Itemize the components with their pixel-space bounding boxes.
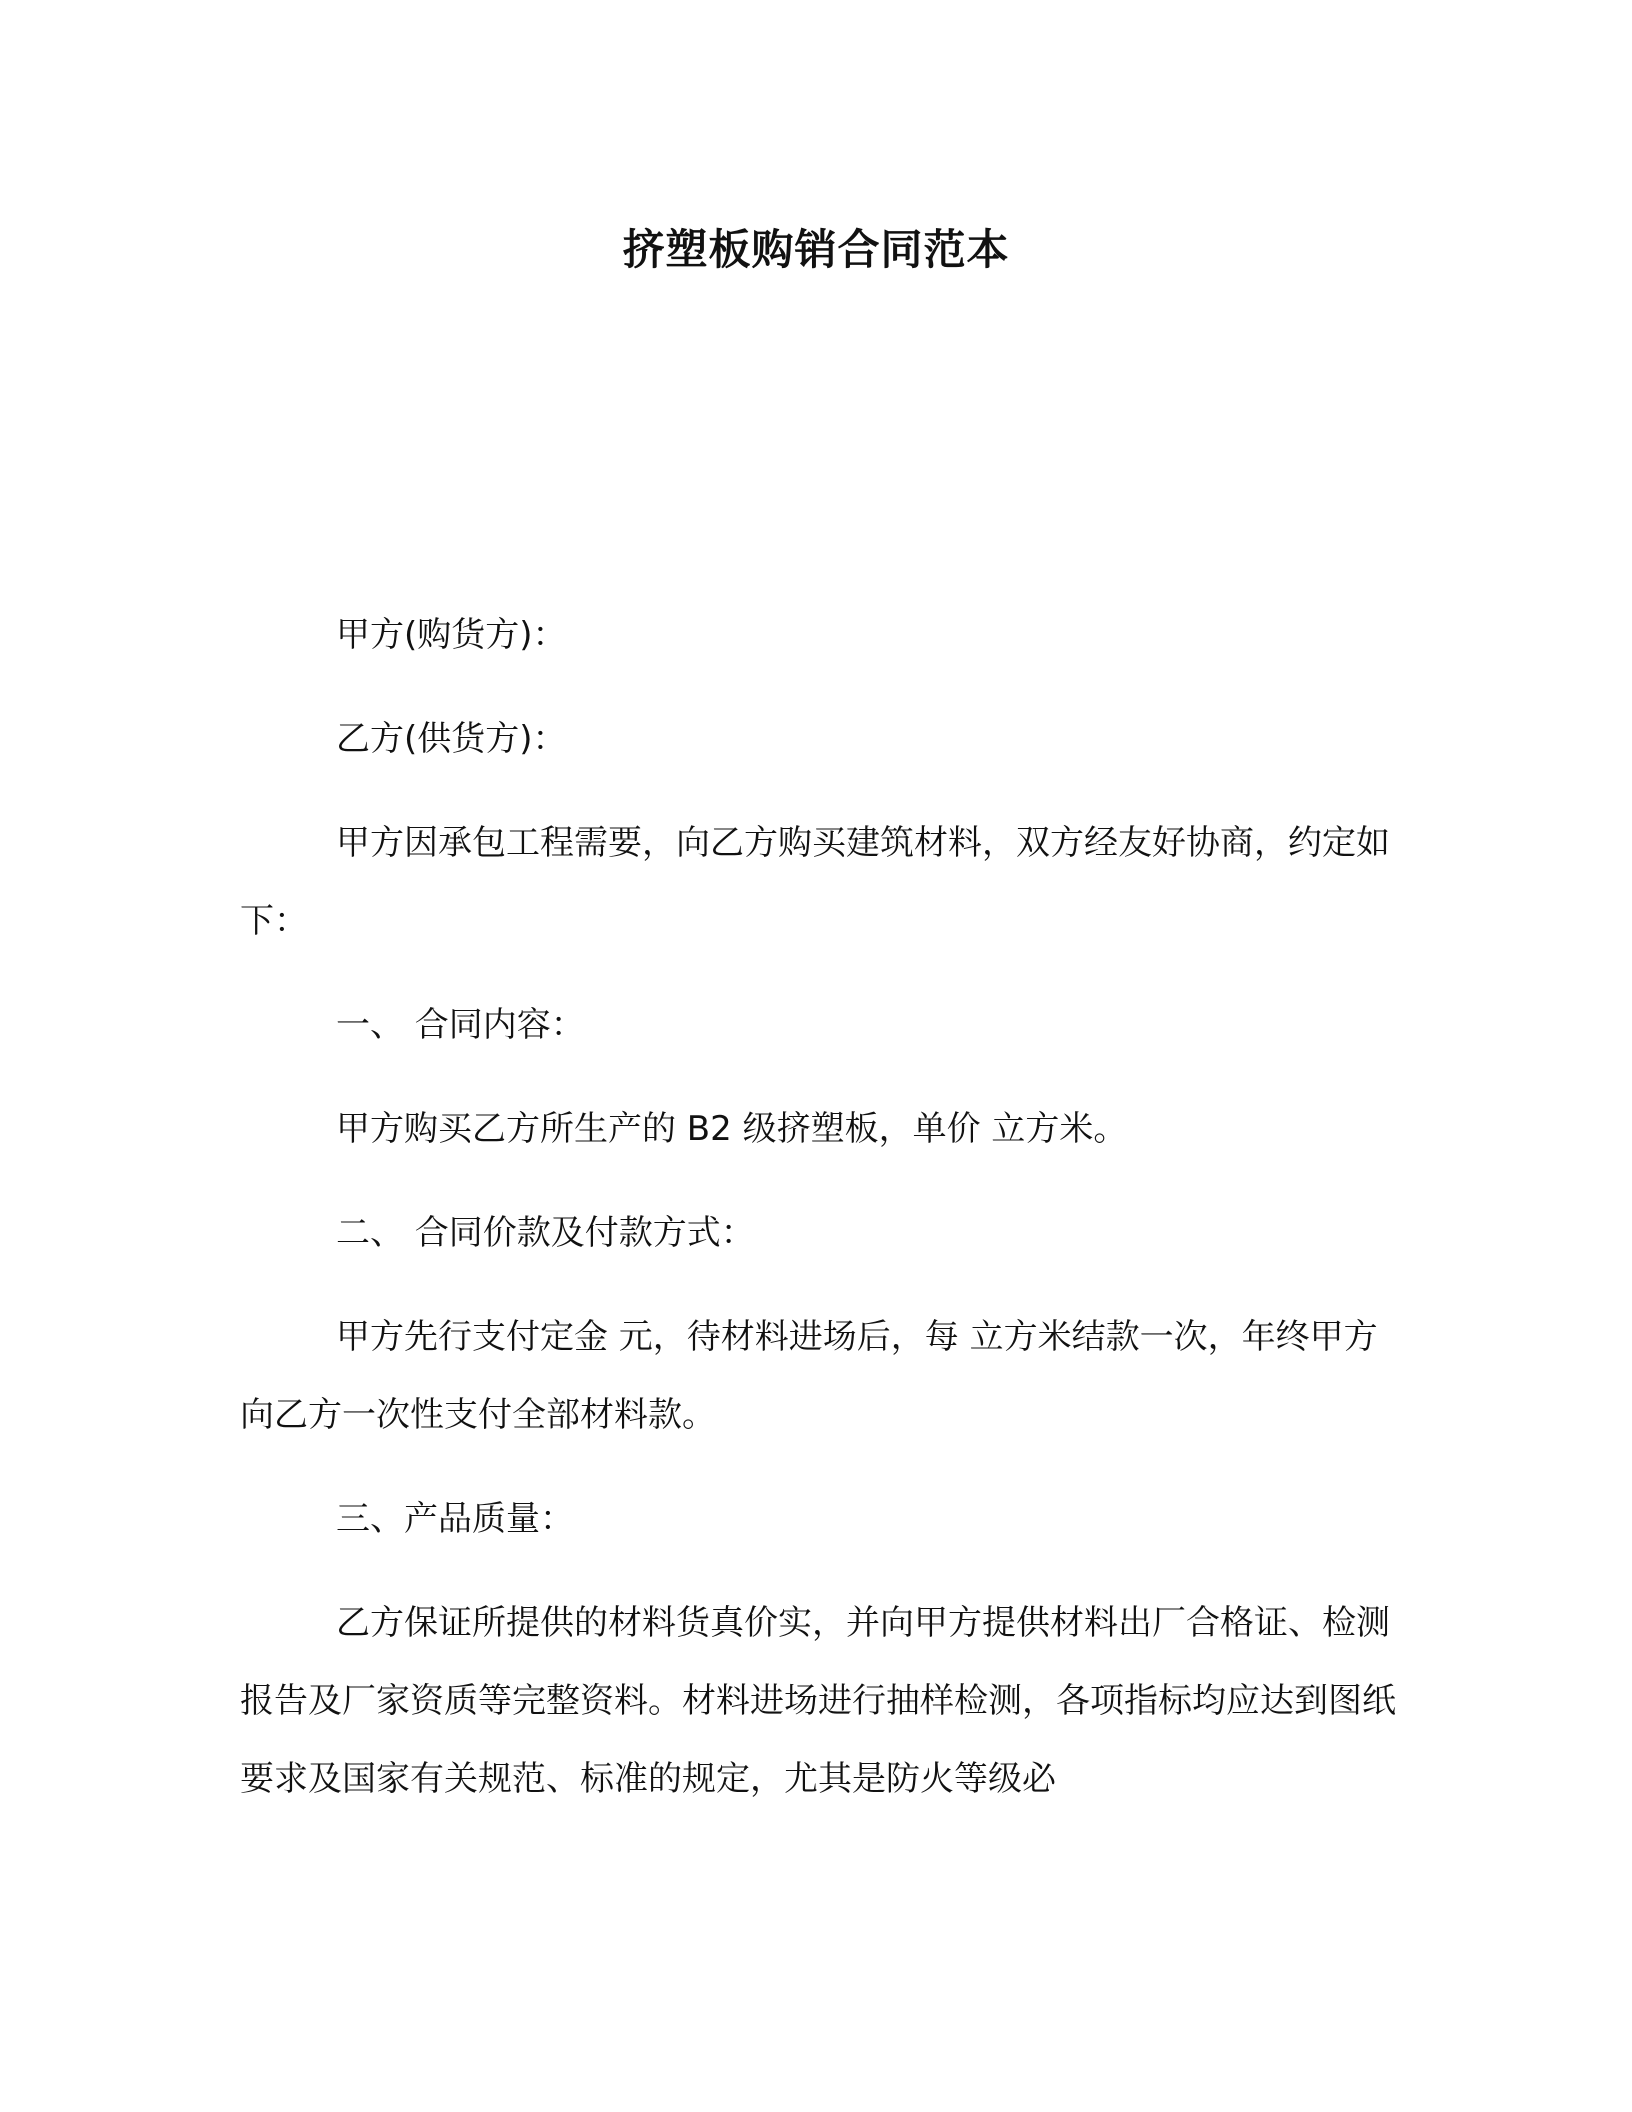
section-2-heading: 二、 合同价款及付款方式：	[336, 1213, 755, 1253]
party-a-line: 甲方(购货方)：	[336, 615, 567, 655]
document-body	[240, 596, 1400, 1842]
preamble-paragraph: 甲方因承包工程需要，向乙方购买建筑材料，双方经友好协商，约定如下：	[240, 823, 1390, 941]
section-3-heading: 三、产品质量：	[336, 1499, 574, 1539]
section-1-paragraph: 甲方购买乙方所生产的 B2 级挤塑板，单价 立方米。	[336, 1109, 1128, 1149]
section-2-paragraph: 甲方先行支付定金 元，待材料进场后，每 立方米结款一次，年终甲方向乙方一次性支付全部材料款。	[240, 1317, 1378, 1435]
party-b-line: 乙方(供货方)：	[336, 719, 567, 759]
section-3-paragraph: 乙方保证所提供的材料货真价实，并向甲方提供材料出厂合格证、检测报告及厂家资质等完整资料。材料进场进行抽样检测，各项指标均应达到图纸要求及国家有关规范、标准的规定，尤其是防火等级必	[240, 1603, 1396, 1799]
section-1-heading: 一、 合同内容：	[336, 1005, 585, 1045]
document-title: 挤塑板购销合同范本	[622, 225, 1010, 274]
